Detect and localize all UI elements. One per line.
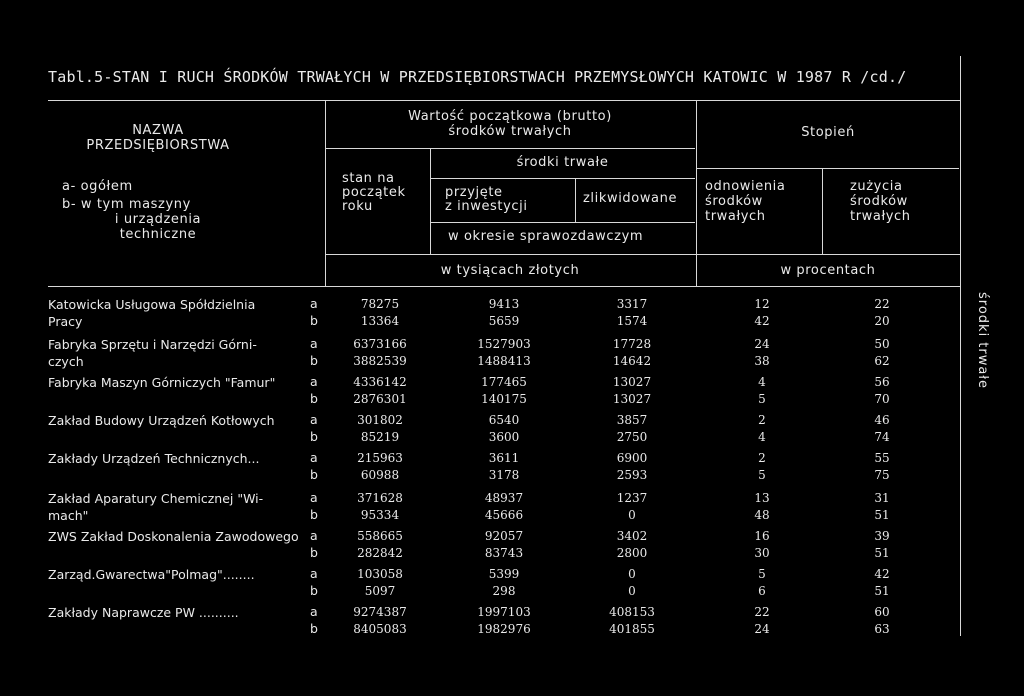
header-legend-a: a- ogółem	[62, 179, 133, 194]
table-cell: 6373166	[353, 337, 407, 351]
row-marker-a: a	[310, 296, 318, 311]
table-cell: 60	[874, 605, 890, 619]
table-cell: 298	[492, 584, 516, 598]
col-divider-5	[822, 168, 823, 254]
table-cell: 38	[754, 354, 770, 368]
header-top-rule	[48, 100, 960, 101]
table-cell: 22	[874, 297, 890, 311]
table-cell: 1237	[616, 491, 648, 505]
row-marker-a: a	[310, 604, 318, 619]
table-cell: 78275	[360, 297, 400, 311]
table-cell: 12	[754, 297, 770, 311]
wear-label: trwałych	[850, 209, 911, 224]
row-marker-a: a	[310, 528, 318, 543]
table-cell: 215963	[357, 451, 403, 465]
table-cell: 63	[874, 622, 890, 636]
table-title: Tabl.5-STAN I RUCH ŚRODKÓW TRWAŁYCH W PRZEDSIĘBIORSTWACH PRZEMYSŁOWYCH KATOWIC W 1987 R /cd./	[48, 68, 907, 86]
row-marker-a: a	[310, 566, 318, 581]
table-cell: 85219	[360, 430, 400, 444]
table-cell: 22	[754, 605, 770, 619]
start-year-label: początek	[342, 185, 406, 200]
degree-label: Stopień	[801, 125, 855, 140]
table-cell: 95334	[360, 508, 400, 522]
table-cell: 55	[874, 451, 890, 465]
value-title: środków trwałych	[448, 124, 572, 139]
right-margin-rule	[960, 56, 961, 636]
row-marker-b: b	[310, 507, 318, 522]
table-cell: 5	[758, 468, 766, 482]
row-marker-b: b	[310, 353, 318, 368]
table-cell: 42	[874, 567, 890, 581]
table-cell: 48	[754, 508, 770, 522]
acquired-label: z inwestycji	[445, 199, 528, 214]
table-cell: 5	[758, 567, 766, 581]
table-cell: 2593	[616, 468, 648, 482]
table-cell: 51	[874, 508, 890, 522]
table-cell: 31	[874, 491, 890, 505]
table-cell: 62	[874, 354, 890, 368]
table-cell: 408153	[609, 605, 655, 619]
table-cell: 8405083	[353, 622, 407, 636]
table-cell: 3882539	[353, 354, 407, 368]
wear-label: zużycia	[850, 179, 903, 194]
table-cell: 3600	[488, 430, 520, 444]
value-title: Wartość początkowa (brutto)	[408, 109, 612, 124]
table-cell: 24	[754, 337, 770, 351]
col-divider-3	[575, 178, 576, 222]
table-cell: 83743	[484, 546, 524, 560]
header-legend-b-cont: i urządzenia	[114, 212, 202, 227]
header-bottom-rule	[48, 286, 960, 287]
table-cell: 0	[628, 508, 636, 522]
table-cell: 5	[758, 392, 766, 406]
header-name-line: NAZWA	[132, 123, 184, 138]
row-marker-b: b	[310, 429, 318, 444]
table-cell: 13	[754, 491, 770, 505]
table-cell: 2	[758, 451, 766, 465]
table-cell: 92057	[484, 529, 524, 543]
row-marker-b: b	[310, 467, 318, 482]
table-cell: 0	[628, 584, 636, 598]
table-cell: 17728	[612, 337, 652, 351]
table-cell: 3857	[616, 413, 648, 427]
row-name: Zakłady Naprawcze PW ..........	[48, 605, 239, 620]
table-cell: 140175	[481, 392, 527, 406]
table-cell: 75	[874, 468, 890, 482]
table-cell: 1574	[616, 314, 648, 328]
row-marker-a: a	[310, 412, 318, 427]
fixed-assets-rule	[430, 178, 695, 179]
table-cell: 42	[754, 314, 770, 328]
table-cell: 60988	[360, 468, 400, 482]
period-label: w okresie sprawozdawczym	[448, 229, 644, 244]
table-cell: 301802	[357, 413, 403, 427]
table-cell: 4336142	[353, 375, 407, 389]
row-name: czych	[48, 354, 84, 369]
table-cell: 1488413	[477, 354, 531, 368]
fixed-assets-label: środki trwałe	[516, 155, 609, 170]
row-name: Zarząd.Gwarectwa"Polmag"........	[48, 567, 255, 582]
table-cell: 103058	[357, 567, 403, 581]
table-cell: 45666	[484, 508, 524, 522]
table-cell: 177465	[481, 375, 527, 389]
side-label: środki trwałe	[975, 292, 990, 390]
row-name: Zakład Budowy Urządzeń Kotłowych	[48, 413, 275, 428]
start-year-label: stan na	[342, 171, 395, 186]
row-marker-a: a	[310, 336, 318, 351]
period-rule	[430, 222, 695, 223]
table-cell: 4	[758, 375, 766, 389]
row-name: Zakład Aparatury Chemicznej "Wi-	[48, 491, 264, 506]
table-cell: 14642	[612, 354, 652, 368]
table-cell: 56	[874, 375, 890, 389]
renewal-label: środków	[705, 194, 763, 209]
table-cell: 2	[758, 413, 766, 427]
table-cell: 0	[628, 567, 636, 581]
table-cell: 5097	[364, 584, 396, 598]
table-cell: 2750	[616, 430, 648, 444]
acquired-label: przyjęte	[445, 185, 503, 200]
row-marker-b: b	[310, 545, 318, 560]
row-marker-b: b	[310, 621, 318, 636]
table-cell: 2876301	[353, 392, 407, 406]
table-cell: 3178	[488, 468, 520, 482]
table-cell: 558665	[357, 529, 403, 543]
row-marker-b: b	[310, 313, 318, 328]
table-cell: 16	[754, 529, 770, 543]
start-year-label: roku	[342, 199, 373, 214]
row-marker-b: b	[310, 391, 318, 406]
table-cell: 6	[758, 584, 766, 598]
row-marker-b: b	[310, 583, 318, 598]
table-cell: 282842	[357, 546, 403, 560]
table-cell: 9413	[488, 297, 520, 311]
table-cell: 46	[874, 413, 890, 427]
table-cell: 48937	[484, 491, 524, 505]
table-cell: 6540	[488, 413, 520, 427]
row-name: Fabryka Maszyn Górniczych "Famur"	[48, 375, 276, 390]
table-cell: 1997103	[477, 605, 531, 619]
table-cell: 371628	[357, 491, 403, 505]
table-cell: 13027	[612, 392, 652, 406]
row-name: Zakłady Urządzeń Technicznych...	[48, 451, 260, 466]
table-cell: 4	[758, 430, 766, 444]
table-cell: 51	[874, 546, 890, 560]
table-cell: 5399	[488, 567, 520, 581]
table-cell: 3317	[616, 297, 648, 311]
degree-rule	[697, 168, 959, 169]
row-name: mach"	[48, 508, 89, 523]
table-cell: 3402	[616, 529, 648, 543]
row-marker-a: a	[310, 490, 318, 505]
renewal-label: trwałych	[705, 209, 766, 224]
liquidated-label: zlikwidowane	[583, 191, 678, 206]
table-cell: 3611	[488, 451, 520, 465]
wear-label: środków	[850, 194, 908, 209]
table-cell: 1527903	[477, 337, 531, 351]
unit-percent-label: w procentach	[780, 263, 876, 278]
units-top-rule	[325, 254, 960, 255]
table-cell: 39	[874, 529, 890, 543]
row-marker-a: a	[310, 374, 318, 389]
table-cell: 30	[754, 546, 770, 560]
table-cell: 13364	[360, 314, 400, 328]
header-name-line: PRZEDSIĘBIORSTWA	[86, 138, 230, 153]
unit-thousands-label: w tysiącach złotych	[440, 263, 580, 278]
row-name: Katowicka Usługowa Spółdzielnia	[48, 297, 256, 312]
table-cell: 9274387	[353, 605, 407, 619]
table-cell: 6900	[616, 451, 648, 465]
renewal-label: odnowienia	[705, 179, 786, 194]
header-legend-b-cont: techniczne	[119, 227, 197, 242]
table-cell: 2800	[616, 546, 648, 560]
row-marker-a: a	[310, 450, 318, 465]
value-title-rule	[325, 148, 695, 149]
table-cell: 5659	[488, 314, 520, 328]
table-cell: 401855	[609, 622, 655, 636]
table-cell: 70	[874, 392, 890, 406]
table-cell: 20	[874, 314, 890, 328]
table-cell: 50	[874, 337, 890, 351]
row-name: Pracy	[48, 314, 83, 329]
row-name: ZWS Zakład Doskonalenia Zawodowego	[48, 529, 299, 544]
table-cell: 13027	[612, 375, 652, 389]
table-cell: 51	[874, 584, 890, 598]
table-cell: 74	[874, 430, 890, 444]
header-legend-b: b- w tym maszyny	[62, 197, 191, 212]
table-cell: 1982976	[477, 622, 531, 636]
table-cell: 24	[754, 622, 770, 636]
row-name: Fabryka Sprzętu i Narzędzi Górni-	[48, 337, 257, 352]
